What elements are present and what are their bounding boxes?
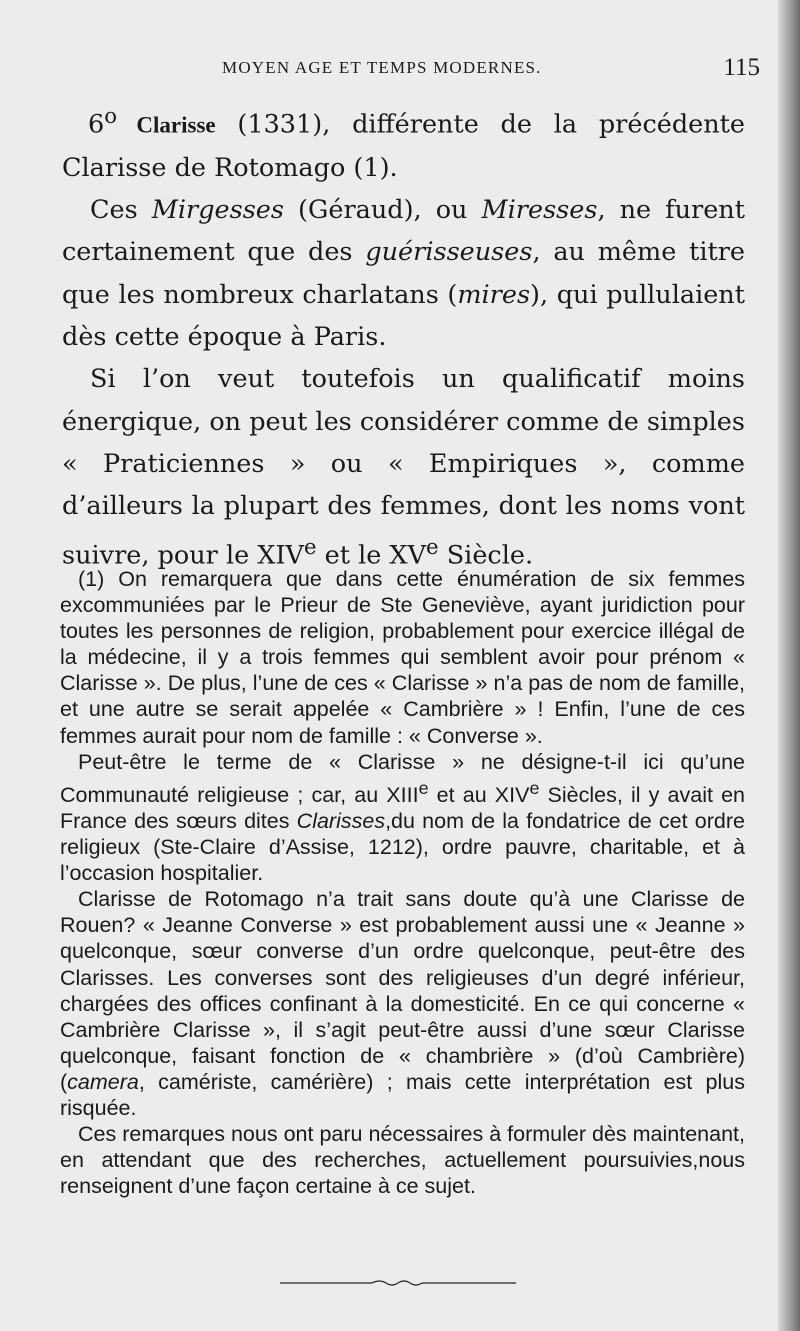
text-run: ,du nom de la fondatrice de cet ordre religieux (Ste-Claire d’Assise, 1212), ordre pauvre, charitable, et à l’occasion hospitalier. [60, 809, 745, 886]
text-run: ), qui pullulaient dès cette époque à Paris. [62, 279, 745, 352]
paragraph-praticiennes [62, 358, 745, 577]
text-run: Peut-être le terme de « Clarisse » ne désigne-t-il ici qu’une Communauté religieuse ; car, au XIII [60, 749, 745, 807]
text-run: , ne furent certainement que des [62, 195, 745, 268]
superscript: e [303, 535, 317, 561]
ordinal-marker: o [104, 104, 118, 129]
paragraph-mirgesses [62, 189, 745, 358]
list-number: 6 [88, 109, 105, 140]
text-run: Ces [90, 195, 152, 226]
text-run: Siècles, il y avait en France des sœurs dites [60, 782, 746, 833]
page-edge-shadow [778, 0, 800, 1331]
text-run: , camériste, camérière) ; mais cette interprétation est plus risquée. [60, 1069, 745, 1121]
footnote-1: (1) On remarquera que dans cette énumération de six femmes excommuniées par le Prieur de Ste Geneviève, ayant juridiction pour toutes les personnes de religion, probablement pour exercice illégal de la médecine, il y a trois femmes qui semblent avoir pour prénom « Clarisse ». De plus, l’une de ces « Clarisse » n’a pas de nom de famille, et une autre se serait appelée « Cambrière » ! Enfin, l’une de ces femmes aurait pour nom de famille : « Converse ». [60, 567, 745, 748]
text-run: et le XV [316, 540, 427, 571]
superscript: e [418, 777, 429, 798]
text-run: Siècle. [438, 540, 534, 571]
text-run: et au XIV [428, 782, 530, 807]
closing-ornament-rule [280, 1278, 516, 1288]
footnote-remarques: Ces remarques nous ont paru nécessaires à formuler dès maintenant, en attendant que des recherches, actuellement poursuivies,nous renseignent d’une façon certaine à ce sujet. [60, 1122, 745, 1199]
entry-text: (1331), différente de la précédente Clarisse de Rotomago (1). [62, 109, 745, 183]
text-run: (Géraud), ou [283, 195, 482, 226]
italic-term: Miresses [481, 195, 598, 226]
main-text [62, 96, 745, 577]
page-number: 115 [723, 54, 760, 81]
footnote-clarisse-term [60, 749, 745, 887]
italic-term: Mirgesses [151, 195, 284, 226]
superscript: e [529, 777, 540, 798]
text-run: , au même titre que les nombreux charlatans ( [62, 237, 745, 310]
italic-term: camera [67, 1069, 139, 1094]
italic-term: mires [457, 279, 531, 310]
italic-term: Clarisses [296, 809, 386, 833]
running-head: MOYEN AGE ET TEMPS MODERNES. [222, 58, 542, 77]
paragraph-clarisse-1331 [62, 96, 745, 189]
italic-term: guérisseuses [365, 237, 533, 268]
entry-name: Clarisse [117, 112, 216, 138]
text-run: Si l’on veut toutefois un qualificatif moins énergique, on peut les considérer comme de simples « Praticiennes » ou « Empiriques », comme d’ailleurs la plupart des femmes, dont les noms vont suivre, pour le XIV [62, 364, 745, 571]
page-header [0, 54, 760, 88]
footnote-block [60, 566, 745, 1199]
superscript: e [426, 535, 439, 561]
footnote-rotomago [60, 886, 745, 1121]
text-run: Clarisse de Rotomago n’a trait sans doute qu’à une Clarisse de Rouen? « Jeanne Converse » est probablement aussi une « Jeanne » quelconque, sœur converse d’un ordre quelconque, peut-être des Clarisses. Les converses sont des religieuses d’un degré inférieur, chargées des offices confinant à la domesticité. En ce qui concerne « Cambrière Clarisse », il s’agit peut-être aussi d’une sœur Clarisse quelconque, faisant fonction de « chambrière » (d’où Cambrière) ( [60, 887, 745, 1094]
